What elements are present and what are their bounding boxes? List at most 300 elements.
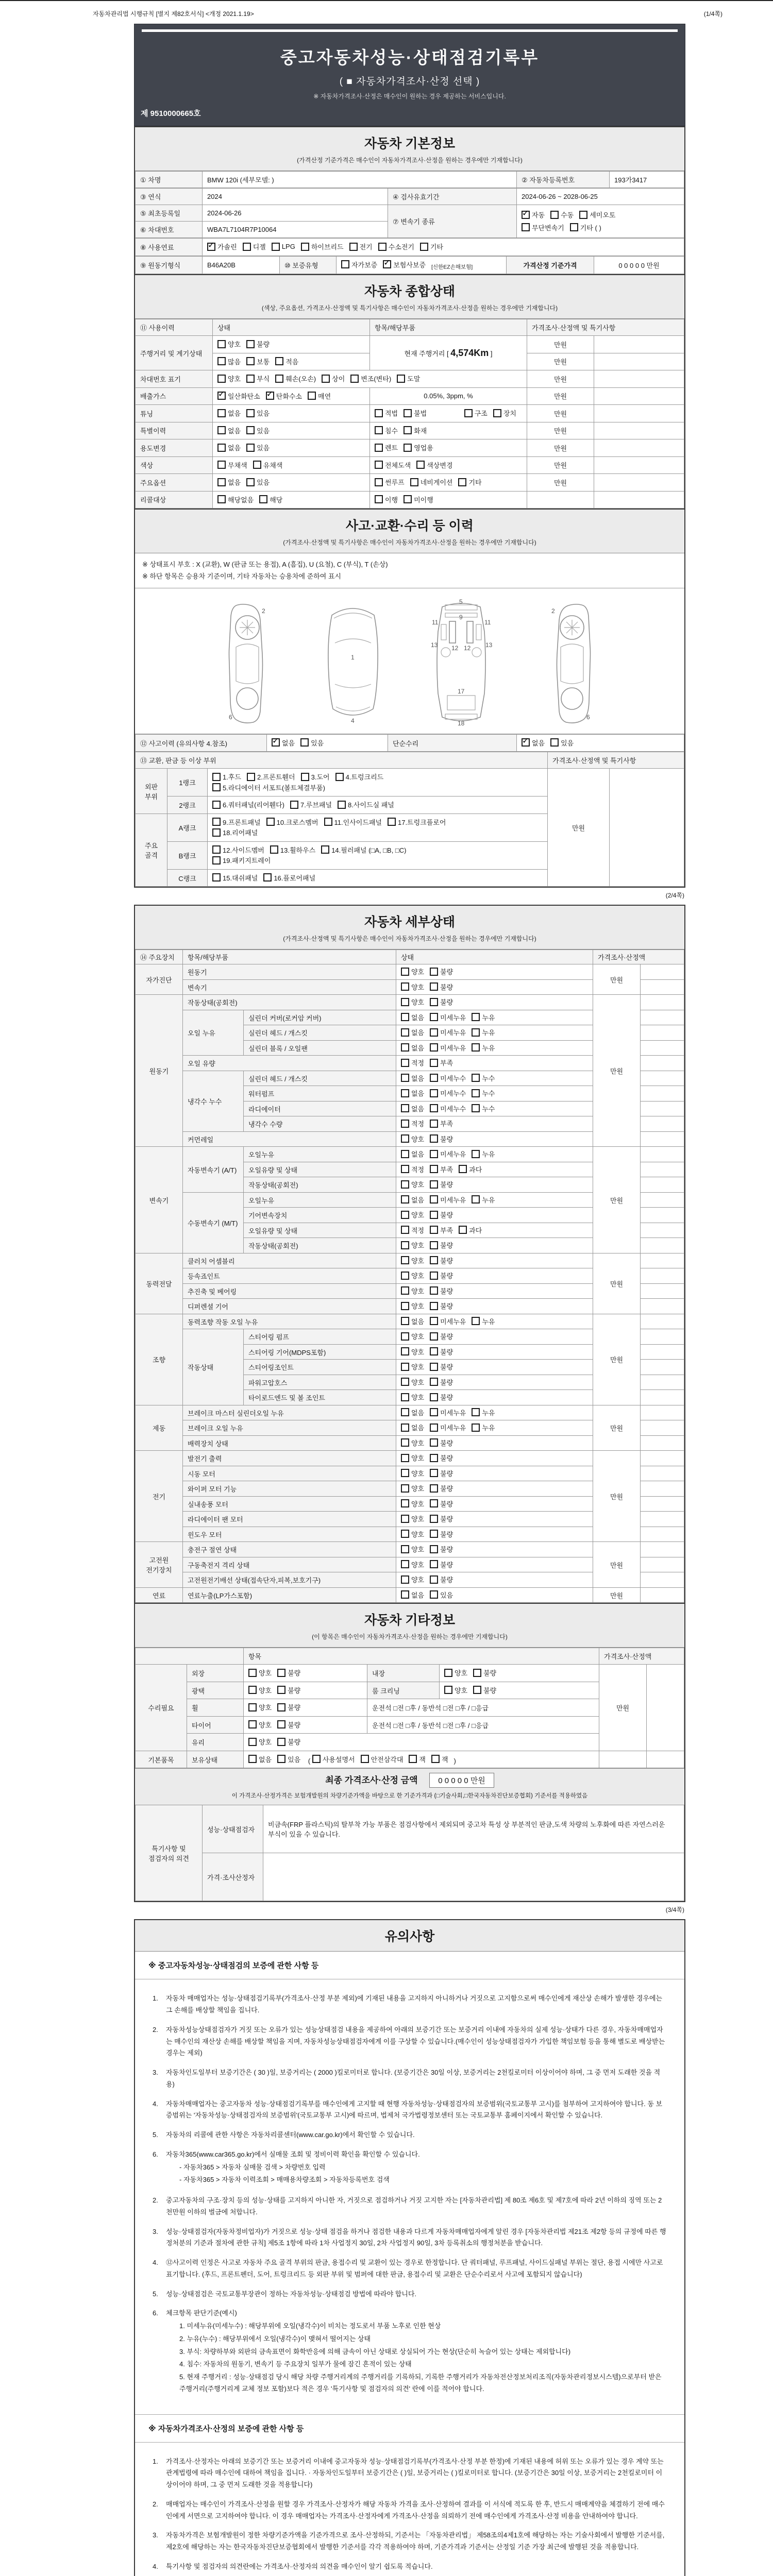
checkbox-option[interactable]: [217, 495, 254, 504]
checkbox-option[interactable]: [430, 1270, 453, 1280]
note-cell: [641, 1131, 684, 1147]
checkbox-option[interactable]: [401, 1210, 424, 1219]
checkbox-option[interactable]: [570, 223, 601, 232]
checkbox-option[interactable]: [401, 967, 424, 976]
checkbox-option[interactable]: [401, 1118, 424, 1128]
checkbox-box: [401, 1560, 409, 1568]
checkbox-label: 과다: [469, 1226, 482, 1234]
checkbox-label: 적음: [285, 358, 299, 366]
car-diagrams: [135, 588, 684, 734]
checkbox-option[interactable]: [401, 1483, 424, 1493]
checkbox-box: [472, 1089, 480, 1097]
row-label: 주행거리 및 계기상태: [136, 336, 213, 370]
checkbox-box: [401, 1575, 409, 1584]
checkbox-box: [217, 392, 226, 400]
checkbox-option[interactable]: [217, 426, 241, 435]
checkbox-option[interactable]: [430, 1088, 466, 1098]
checkbox-option[interactable]: [404, 443, 433, 452]
checkbox-option[interactable]: [430, 967, 453, 976]
checkbox-option[interactable]: [430, 1483, 453, 1493]
checkbox-option[interactable]: [430, 1195, 466, 1205]
checkbox-label: 없음: [411, 1150, 425, 1159]
checkbox-option[interactable]: [212, 817, 261, 827]
checkbox-option[interactable]: [275, 357, 298, 366]
checkbox-option[interactable]: [464, 408, 488, 418]
checkbox-option[interactable]: [472, 1012, 495, 1022]
checkbox-option[interactable]: [383, 260, 426, 269]
band-stripe: [142, 29, 678, 32]
checkbox-option[interactable]: [207, 242, 237, 251]
checkbox-option[interactable]: [217, 391, 260, 401]
row-label: 색상: [136, 456, 213, 474]
notice-item-text: 성능·상태점검은 국토교통부장관이 정하는 자동차성능·상태점검 방법에 따라야 합니다.: [166, 2290, 417, 2298]
etc-item-label: 타이어: [187, 1716, 244, 1734]
checkbox-option[interactable]: [430, 1043, 466, 1053]
checkbox-option[interactable]: [430, 1164, 453, 1174]
checkbox-option[interactable]: [338, 800, 394, 809]
checkbox-option[interactable]: [401, 1468, 424, 1478]
checkbox-option[interactable]: [472, 1422, 495, 1432]
checkbox-label: 사용설명서: [322, 1755, 355, 1764]
checkbox-option[interactable]: [401, 1104, 424, 1113]
checkbox-option[interactable]: [430, 1422, 466, 1432]
checkbox-box: [430, 1454, 438, 1462]
checkbox-option[interactable]: [401, 1179, 424, 1189]
checkbox-option[interactable]: [253, 460, 283, 470]
checkbox-option[interactable]: [430, 1377, 453, 1387]
status-cell: [244, 1665, 367, 1682]
checkbox-option[interactable]: [401, 982, 424, 992]
checkbox-option[interactable]: [401, 1408, 424, 1417]
checkbox-label: 상이: [332, 375, 345, 383]
checkbox-option[interactable]: [430, 1438, 453, 1448]
checkbox-option[interactable]: [375, 426, 398, 435]
checkbox-option[interactable]: [375, 477, 405, 487]
checkbox-option[interactable]: [430, 1468, 453, 1478]
etc-item-label: 외장: [187, 1665, 244, 1682]
checkbox-option[interactable]: [217, 408, 241, 418]
checkbox-option[interactable]: [388, 817, 446, 827]
checkbox-box: [431, 1755, 440, 1763]
checkbox-box: [472, 1028, 480, 1037]
checkbox-option[interactable]: [401, 1149, 424, 1159]
checkbox-option[interactable]: [401, 1574, 424, 1584]
etc-col-blank: [136, 1648, 244, 1665]
note-cell: [641, 1025, 684, 1041]
checkbox-box: [338, 801, 346, 809]
checkbox-option[interactable]: [444, 1685, 467, 1695]
svg-text:9: 9: [459, 613, 463, 621]
checkbox-option[interactable]: [579, 210, 615, 219]
etc-item-label: 유리: [187, 1734, 244, 1751]
checkbox-option[interactable]: [430, 1149, 466, 1159]
checkbox-option[interactable]: [217, 477, 241, 487]
checkbox-option[interactable]: [263, 873, 315, 883]
checkbox-option[interactable]: [430, 1590, 453, 1600]
checkbox-option[interactable]: [349, 242, 373, 251]
checkbox-option[interactable]: [401, 1544, 424, 1554]
checkbox-box: [217, 357, 226, 365]
checkbox-label: 양호: [411, 1546, 425, 1554]
checkbox-option[interactable]: [550, 738, 574, 748]
checkbox-label: 양호: [411, 1394, 425, 1402]
checkbox-option[interactable]: [290, 800, 332, 809]
checkbox-option[interactable]: [430, 1560, 453, 1569]
checkbox-option[interactable]: [322, 374, 345, 383]
checkbox-option[interactable]: [430, 1225, 453, 1235]
checkbox-option[interactable]: [430, 982, 453, 992]
checkbox-option[interactable]: [401, 1088, 424, 1098]
checkbox-option[interactable]: [473, 1668, 496, 1677]
checkbox-option[interactable]: [300, 738, 324, 748]
checkbox-option[interactable]: [246, 408, 270, 418]
part-label: 실린더 헤드 / 개스킷: [244, 1025, 396, 1041]
checkbox-option[interactable]: [277, 1685, 300, 1695]
checkbox-box: [212, 818, 221, 826]
checkbox-option[interactable]: [430, 1408, 466, 1417]
notice-item: [153, 2067, 667, 2091]
checkbox-label: 양호: [259, 1721, 272, 1729]
status-cell: [440, 1665, 599, 1682]
checkbox-box: [430, 1302, 438, 1310]
device-group-label: 자가진단: [136, 964, 183, 995]
part-label: 라디에이터: [244, 1101, 396, 1116]
status-cell: [213, 370, 527, 388]
checkbox-option[interactable]: [459, 1225, 482, 1235]
checkbox-box: [430, 1393, 438, 1401]
checkbox-option[interactable]: [212, 783, 325, 792]
checkbox-option[interactable]: [212, 772, 241, 782]
checkbox-option[interactable]: [277, 1668, 300, 1677]
checkbox-option[interactable]: [308, 391, 331, 401]
checkbox-option[interactable]: [259, 495, 282, 504]
checkbox-option[interactable]: [248, 1685, 272, 1695]
checkbox-box: [401, 1317, 409, 1325]
checkbox-option[interactable]: [430, 1301, 453, 1311]
notice-item: [153, 1993, 667, 2016]
notice-item-text: 중고자동차의 구조·장치 등의 성능·상태를 고지하지 아니한 자, 거짓으로 점검하거나 거짓 고지한 자는 [자동차관리법] 제 80조 제6호 및 제7호에 따라 2년 이하의 징역 또는 2천만원 이하의 벌금에 처합니다.: [166, 2196, 662, 2216]
checkbox-option[interactable]: [430, 1179, 453, 1189]
checkbox-option[interactable]: [472, 1316, 495, 1326]
checkbox-option[interactable]: [270, 845, 315, 855]
checkbox-option[interactable]: [301, 772, 330, 782]
note-cell: [641, 964, 684, 980]
checkbox-option[interactable]: [473, 1685, 496, 1695]
checkbox-label: 13.휠하우스: [280, 846, 316, 854]
checkbox-option[interactable]: [401, 1529, 424, 1539]
checkbox-option[interactable]: [378, 242, 414, 251]
checkbox-option[interactable]: [375, 408, 398, 418]
checkbox-option[interactable]: [472, 1408, 495, 1417]
checkbox-option[interactable]: [401, 997, 424, 1007]
checkbox-option[interactable]: [248, 1754, 272, 1764]
checkbox-option[interactable]: [522, 210, 545, 219]
checkbox-option[interactable]: [430, 1286, 453, 1296]
checkbox-option[interactable]: [341, 260, 377, 269]
checkbox-option[interactable]: [472, 1088, 495, 1098]
status-cell: [396, 1405, 593, 1420]
checkbox-option[interactable]: [431, 1754, 448, 1764]
checkbox-label: 장치: [503, 410, 516, 417]
checkbox-option[interactable]: [401, 1331, 424, 1341]
checkbox-option[interactable]: [430, 1058, 453, 1067]
checkbox-box: [430, 1575, 438, 1584]
checkbox-label: 14.필러패널 (□A, □B, □C): [331, 846, 407, 854]
checkbox-option[interactable]: [217, 460, 247, 470]
checkbox-label: 양호: [411, 1211, 425, 1219]
checkbox-option[interactable]: [430, 1544, 453, 1554]
checkbox-label: 없음: [228, 410, 241, 417]
checkbox-option[interactable]: [409, 1754, 426, 1764]
checkbox-option[interactable]: [277, 1754, 300, 1764]
checkbox-box: [401, 1272, 409, 1280]
checkbox-option[interactable]: [401, 1453, 424, 1463]
checkbox-label: 없음: [411, 1196, 425, 1204]
checkbox-option[interactable]: [248, 1720, 272, 1730]
checkbox-option[interactable]: [401, 1438, 424, 1448]
checkbox-option[interactable]: [243, 242, 266, 251]
checkbox-option[interactable]: [212, 873, 258, 883]
checkbox-option[interactable]: [212, 800, 284, 809]
checkbox-option[interactable]: [401, 1514, 424, 1523]
checkbox-box: [277, 1703, 285, 1711]
checkbox-option[interactable]: [375, 443, 398, 452]
checkbox-option[interactable]: [401, 1590, 424, 1600]
checkbox-option[interactable]: [361, 1754, 404, 1764]
section-basic-info: [134, 126, 685, 275]
checkbox-box: [430, 1013, 438, 1021]
checkbox-option[interactable]: [430, 1316, 466, 1326]
checkbox-option[interactable]: [416, 460, 452, 470]
checkbox-option[interactable]: [272, 243, 295, 251]
checkbox-box: [212, 845, 221, 854]
checkbox-label: 양호: [411, 1348, 425, 1356]
checkbox-option[interactable]: [246, 426, 270, 435]
note-cell: [641, 1071, 684, 1086]
status-cell: [396, 1299, 593, 1314]
checkbox-option[interactable]: [312, 1754, 355, 1764]
checkbox-option[interactable]: [404, 408, 427, 418]
checkbox-option[interactable]: [410, 477, 453, 487]
reg-no-value: 193가3417: [610, 172, 684, 188]
checkbox-label: 부족: [440, 1120, 453, 1128]
checkbox-label: 양호: [411, 1469, 425, 1478]
checkbox-option[interactable]: [301, 242, 344, 251]
checkbox-option[interactable]: [401, 1270, 424, 1280]
inspection-period-value: 2024-06-26 ~ 2028-06-25: [517, 189, 684, 205]
checkbox-option[interactable]: [247, 772, 295, 782]
checkbox-option[interactable]: [350, 374, 391, 383]
checkbox-box: [430, 1150, 438, 1158]
checkbox-option[interactable]: [420, 242, 443, 251]
status-cell: [396, 1131, 593, 1147]
checkbox-option[interactable]: [472, 1043, 495, 1053]
note-cell: [641, 1527, 684, 1542]
status-cell: [396, 1344, 593, 1360]
checkbox-box: [253, 461, 261, 469]
checkbox-option[interactable]: [266, 391, 302, 401]
checkbox-option[interactable]: [472, 1195, 495, 1205]
checkbox-label: 미세누유: [440, 1317, 466, 1326]
part-label: 브레이크 오일 누유: [183, 1420, 396, 1436]
checkbox-option[interactable]: [430, 1392, 453, 1402]
checkbox-option[interactable]: [401, 1043, 424, 1053]
checkbox-option[interactable]: [272, 738, 295, 748]
checkbox-box: [416, 461, 425, 469]
checkbox-box: [401, 1438, 409, 1447]
checkbox-option[interactable]: [375, 495, 398, 504]
checkbox-option[interactable]: [266, 817, 318, 827]
checkbox-option[interactable]: [397, 374, 420, 383]
checkbox-option[interactable]: [522, 223, 564, 232]
checkbox-option[interactable]: [401, 1134, 424, 1144]
checkbox-option[interactable]: [458, 477, 481, 487]
checkbox-box: [401, 1515, 409, 1523]
checkbox-option[interactable]: [401, 1225, 424, 1235]
checkbox-option[interactable]: [430, 1134, 453, 1144]
checkbox-box: [472, 1317, 480, 1325]
status-cell: [396, 1420, 593, 1436]
status-cell: [440, 1682, 599, 1699]
checkbox-option[interactable]: [430, 997, 453, 1007]
device-group-label: 고전원 전기장치: [136, 1542, 183, 1588]
checkbox-option[interactable]: [401, 1073, 424, 1083]
checkbox-box: [401, 1545, 409, 1553]
checkbox-option[interactable]: [212, 855, 271, 865]
checkbox-option[interactable]: [430, 1453, 453, 1463]
checkbox-option[interactable]: [401, 1362, 424, 1371]
checkbox-option[interactable]: [430, 1027, 466, 1037]
checkbox-option[interactable]: [472, 1149, 495, 1159]
current-mileage: 현재 주행거리 [ 4,574Km ]: [370, 336, 527, 370]
basic-info-header: [135, 127, 684, 171]
checkbox-option[interactable]: [277, 1720, 300, 1730]
checkbox-option[interactable]: [401, 1499, 424, 1509]
checkbox-option[interactable]: [335, 772, 384, 782]
checkbox-option[interactable]: [430, 1012, 466, 1022]
checkbox-option[interactable]: [401, 1347, 424, 1357]
checkbox-option[interactable]: [522, 738, 545, 748]
checkbox-option[interactable]: [472, 1027, 495, 1037]
checkbox-option[interactable]: [246, 477, 270, 487]
overall-row: [136, 491, 684, 509]
checkbox-option[interactable]: [212, 827, 258, 837]
checkbox-label: 네비게이션: [420, 479, 453, 486]
checkbox-option[interactable]: [550, 210, 574, 219]
checkbox-option[interactable]: [430, 1331, 453, 1341]
checkbox-option[interactable]: [217, 357, 241, 366]
note-cell: [641, 995, 684, 1010]
checkbox-option[interactable]: [212, 845, 264, 855]
checkbox-option[interactable]: [246, 443, 270, 452]
checkbox-option[interactable]: [401, 1164, 424, 1174]
checkbox-option[interactable]: [401, 1377, 424, 1387]
checkbox-option[interactable]: [375, 460, 411, 470]
checkbox-option[interactable]: [444, 1668, 467, 1677]
checkbox-option[interactable]: [404, 426, 427, 435]
checkbox-option[interactable]: [401, 1240, 424, 1250]
checkbox-option[interactable]: [401, 1058, 424, 1067]
checkbox-option[interactable]: [217, 443, 241, 452]
checkbox-option[interactable]: [430, 1529, 453, 1539]
checkbox-option[interactable]: [472, 1073, 495, 1083]
checkbox-option[interactable]: [248, 1668, 272, 1677]
checkbox-option[interactable]: [430, 1256, 453, 1265]
checkbox-box: [472, 1195, 480, 1204]
notice-item-text: 가격조사·산정자는 아래의 보증기간 또는 보증거리 이내에 중고자동차 성능·상태점검기록부(가격조사·산정 부분 한정)에 기재된 내용에 허위 또는 오류가 있는 경우 계약 또는 관계법령에 따라 매수인에 대하여 책임을 집니다. · 자동차인도일부터 보증기간은 ( )일, 보증거리는 ( )킬로미터로 합니다. (보증기간은 30일 이상, 보증거리는 2천킬로미터 이상이어야 하며, 그 중 먼저 도래한 것을 적용합니다): [166, 2457, 664, 2489]
status-cell: [244, 1734, 599, 1751]
checkbox-option[interactable]: [472, 1104, 495, 1113]
status-cell: [396, 979, 593, 995]
vin-value: WBA7L7104R7P10064: [203, 222, 388, 238]
checkbox-option[interactable]: [277, 1737, 300, 1747]
checkbox-option[interactable]: [401, 1195, 424, 1205]
checkbox-option[interactable]: [430, 1210, 453, 1219]
checkbox-option[interactable]: [321, 845, 406, 855]
checkbox-option[interactable]: [246, 339, 270, 349]
part-label: 커먼레일: [183, 1131, 396, 1147]
notice-item: [153, 2129, 667, 2141]
checkbox-label: 7.루브패널: [300, 801, 332, 809]
checkbox-label: 불량: [257, 341, 270, 348]
notice-item-text: 자동차성능상태점검자가 거짓 또는 오류가 있는 성능상태점검 내용을 제공하여 아래의 보증기간 또는 보증거리 이내에 자동차의 실제 성능·상태가 다른 경우, 자동차매매업자는 매수인의 재산상 손해를 배상할 책임을 지며, 자동차성능상태점검자에게 이를 구상할 수 있습니다.(매수인이 성능상태점검자가 가입한 책임보험 등을 통해 별도로 배상받는 경우는 제외): [166, 2025, 665, 2057]
checkbox-option[interactable]: [401, 1560, 424, 1569]
etc-item-label: 휠: [187, 1699, 244, 1717]
detail-table: [135, 950, 684, 1603]
checkbox-option[interactable]: [248, 1702, 272, 1712]
checkbox-option[interactable]: [459, 1164, 482, 1174]
checkbox-option[interactable]: [324, 817, 382, 827]
checkbox-option[interactable]: [430, 1574, 453, 1584]
checkbox-option[interactable]: [404, 495, 433, 504]
checkbox-option[interactable]: [401, 1012, 424, 1022]
checkbox-option[interactable]: [430, 1362, 453, 1371]
checkbox-box: [444, 1669, 452, 1677]
note-cell: [641, 1451, 684, 1466]
checkbox-option[interactable]: [401, 1256, 424, 1265]
checkbox-box: [341, 260, 349, 268]
checkbox-option[interactable]: [246, 357, 270, 366]
checkbox-option[interactable]: [430, 1499, 453, 1509]
checkbox-option[interactable]: [401, 1392, 424, 1402]
checkbox-option[interactable]: [430, 1347, 453, 1357]
checkbox-option[interactable]: [217, 374, 241, 383]
checkbox-option[interactable]: [401, 1286, 424, 1296]
checkbox-option[interactable]: [246, 374, 270, 383]
checkbox-option[interactable]: [277, 1702, 300, 1712]
reg-no-label: ② 자동차등록번호: [517, 172, 610, 188]
device-group-label: 조향: [136, 1314, 183, 1405]
checkbox-option[interactable]: [248, 1737, 272, 1747]
checkbox-option[interactable]: [401, 1316, 424, 1326]
part-label: 발전기 출력: [183, 1451, 396, 1466]
section-detail-state: [134, 905, 685, 1604]
checkbox-option[interactable]: [430, 1240, 453, 1250]
checkbox-option[interactable]: [401, 1027, 424, 1037]
checkbox-option[interactable]: [430, 1514, 453, 1523]
checkbox-option[interactable]: [275, 374, 316, 383]
checkbox-option[interactable]: [401, 1422, 424, 1432]
price-cell: 만원: [593, 1147, 641, 1253]
checkbox-option[interactable]: [430, 1073, 466, 1083]
checkbox-option[interactable]: [430, 1118, 453, 1128]
checkbox-box: [430, 968, 438, 976]
checkbox-option[interactable]: [217, 339, 241, 349]
overall-row: [136, 370, 684, 388]
checkbox-option[interactable]: [430, 1104, 466, 1113]
checkbox-option[interactable]: [401, 1301, 424, 1311]
checkbox-option[interactable]: [493, 408, 516, 418]
